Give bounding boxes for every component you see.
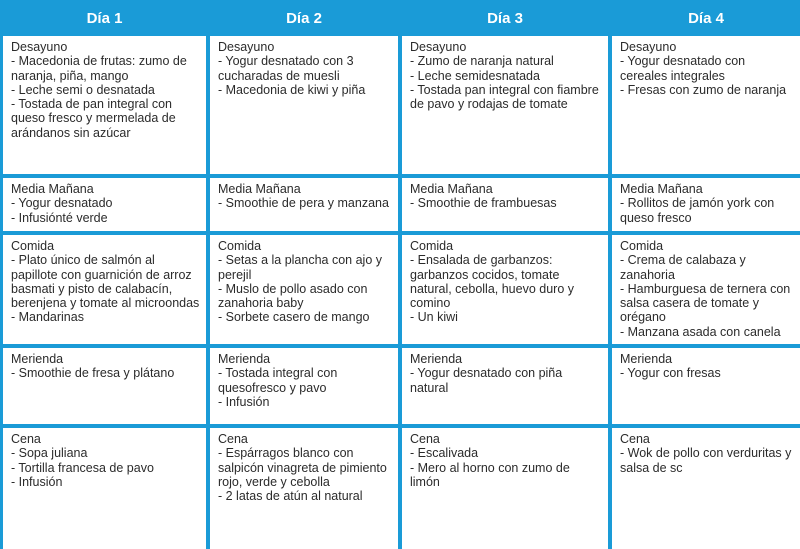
meal-item: - Tostada integral con quesofresco y pavo	[218, 366, 338, 395]
meal-item: - Leche semidesnatada	[410, 68, 540, 83]
table-cell	[210, 348, 398, 424]
meal-item: - Fresas con zumo de naranja	[620, 82, 787, 97]
meal-item: - Hamburguesa de ternera con salsa casera de tomate y orégano	[620, 281, 791, 325]
meal-item: - Espárragos blanco con salpicón vinagreta de pimiento rojo, verde y cebolla	[218, 446, 387, 489]
meal-item: - Yogur con fresas	[620, 366, 721, 381]
table-cell	[210, 36, 398, 174]
meal-title: Merienda	[11, 352, 64, 366]
meal-item: - Macedonia de frutas: zumo de naranja, piña, mango	[11, 54, 187, 83]
table-cell	[402, 178, 608, 231]
meal-item: - Yogur desnatado con 3 cucharadas de muesli	[218, 54, 354, 83]
meal-item: - Tortilla francesa de pavo	[11, 460, 154, 475]
table-cell	[3, 428, 206, 549]
meal-item: - Smoothie de pera y manzana	[218, 196, 389, 211]
meal-title: Cena	[620, 432, 650, 446]
table-cell	[210, 178, 398, 231]
table-cell	[210, 428, 398, 549]
meal-title: Media Mañana	[218, 182, 301, 196]
meal-title: Media Mañana	[620, 182, 703, 196]
meal-item: - Tostada pan integral con fiambre de pavo y rodajas de tomate	[410, 82, 599, 112]
meal-title: Desayuno	[620, 40, 677, 54]
meal-item: - Tostada de pan integral con queso fresco y mermelada de arándanos sin azúcar	[11, 97, 176, 140]
meal-item: - Leche semi o desnatada	[11, 82, 155, 97]
meal-item: - Manzana asada con canela	[620, 324, 781, 339]
day-header-3: Día 3	[487, 9, 523, 27]
meal-title: Cena	[218, 432, 248, 446]
meal-title: Desayuno	[11, 40, 68, 54]
meal-item: - 2 latas de atún al natural	[218, 489, 363, 504]
meal-item: - Macedonia de kiwi y piña	[218, 82, 366, 97]
table-cell	[402, 348, 608, 424]
meal-title: Comida	[410, 239, 454, 253]
meal-item: - Mandarinas	[11, 310, 84, 325]
table-cell	[3, 36, 206, 174]
table-cell	[210, 235, 398, 344]
meal-item: - Rollitos de jamón york con queso fresco	[620, 196, 775, 225]
table-header	[0, 0, 800, 36]
meal-title: Merienda	[410, 352, 463, 366]
meal-item: - Infusión	[11, 474, 63, 489]
meal-title: Merienda	[620, 352, 673, 366]
table-cell	[612, 428, 800, 549]
meal-item: - Ensalada de garbanzos: garbanzos cocidos, tomate natural, cebolla, huevo duro y comino	[410, 253, 574, 311]
meal-item: - Zumo de naranja natural	[410, 54, 554, 69]
meal-item: - Yogur desnatado con piña natural	[410, 366, 563, 395]
meal-title: Desayuno	[410, 40, 467, 54]
meal-item: - Setas a la plancha con ajo y perejil	[218, 253, 382, 282]
meal-title: Cena	[410, 432, 440, 446]
day-header-4: Día 4	[688, 9, 724, 27]
meal-item: - Sorbete casero de mango	[218, 310, 370, 325]
table-cell	[402, 428, 608, 549]
meal-item: - Yogur desnatado	[11, 196, 113, 211]
meal-title: Media Mañana	[410, 182, 493, 196]
meal-item: - Crema de calabaza y zanahoria	[620, 253, 746, 282]
meal-item: - Sopa juliana	[11, 446, 88, 461]
meal-item: - Smoothie de frambuesas	[410, 196, 557, 211]
meal-item: - Escalivada	[410, 446, 479, 461]
meal-title: Media Mañana	[11, 182, 94, 196]
table-cell	[402, 36, 608, 174]
table-cell	[612, 235, 800, 344]
table-cell	[3, 235, 206, 344]
meal-title: Comida	[218, 239, 262, 253]
table-cell	[612, 348, 800, 424]
table-cell	[612, 36, 800, 174]
table-cell	[3, 178, 206, 231]
meal-item: - Yogur desnatado con cereales integrales	[620, 54, 746, 83]
meal-item: - Un kiwi	[410, 310, 458, 325]
meal-title: Cena	[11, 432, 41, 446]
meal-title: Merienda	[218, 352, 271, 366]
meal-item: - Plato único de salmón al papillote con guarnición de arroz basmati y pisto de calabacín, berenjena y tomate al microondas	[11, 253, 200, 311]
meal-item: - Mero al horno con zumo de limón	[410, 460, 570, 489]
meal-item: - Wok de pollo con verduritas y salsa de sc	[620, 446, 792, 475]
table-cell	[3, 348, 206, 424]
meal-item: - Infusión	[218, 394, 270, 409]
meal-title: Comida	[11, 239, 55, 253]
meal-item: - Infusiónté verde	[11, 210, 108, 225]
day-header-1: Día 1	[86, 9, 123, 27]
meal-title: Desayuno	[218, 40, 275, 54]
meal-title: Comida	[620, 239, 664, 253]
meal-item: - Smoothie de fresa y plátano	[11, 366, 175, 381]
table-cell	[402, 235, 608, 344]
day-header-2: Día 2	[286, 9, 322, 27]
table-cell	[612, 178, 800, 231]
meal-item: - Muslo de pollo asado con zanahoria baby	[218, 281, 368, 311]
